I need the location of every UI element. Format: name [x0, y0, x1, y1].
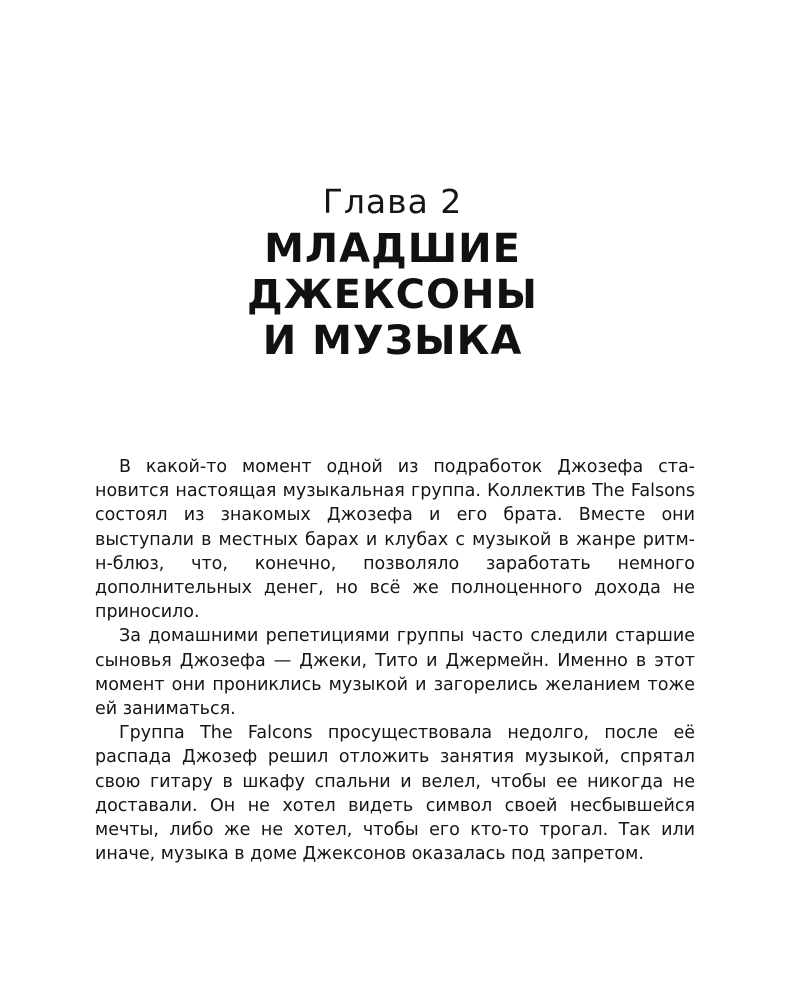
- paragraph: За домашними репетициями группы часто следили старшие сыновья Джозефа — Джеки, Тито и Джермейн. Именно в этот момент они прониклись музыкой и загорелись желанием тоже ей заниматься.: [95, 626, 695, 720]
- chapter-number: Глава 2: [322, 182, 463, 221]
- chapter-title-line: МЛАДШИЕ: [264, 226, 521, 272]
- paragraph: В какой-то момент одной из подработок Джозефа становится настоящая музыкальная группа. Коллектив The Falsons состоял из знакомых Джозефа и его брата. Вместе они выступали в местных барах и клубах с музыкой в жанре ритм-н-блюз, что, конечно, позволяло заработать немного дополнительных денег, но всё же полноценного дохода не приносило.: [95, 457, 695, 623]
- body-text: [95, 455, 695, 866]
- paragraph: Группа The Falcons просуществовала недолго, после её распада Джозеф решил отложить занятия музыкой, спрятал свою гитару в шкафу спальни и велел, чтобы ее никогда не доставали. Он не хотел видеть символ своей несбывшейся мечты, либо же не хотел, чтобы его кто-то трогал. Так или иначе, музыка в доме Джексонов оказалась под запретом.: [95, 723, 695, 865]
- chapter-title-line: И МУЗЫКА: [262, 318, 523, 364]
- chapter-title-line: ДЖЕКСОНЫ: [247, 272, 538, 318]
- chapter-title: [0, 226, 785, 364]
